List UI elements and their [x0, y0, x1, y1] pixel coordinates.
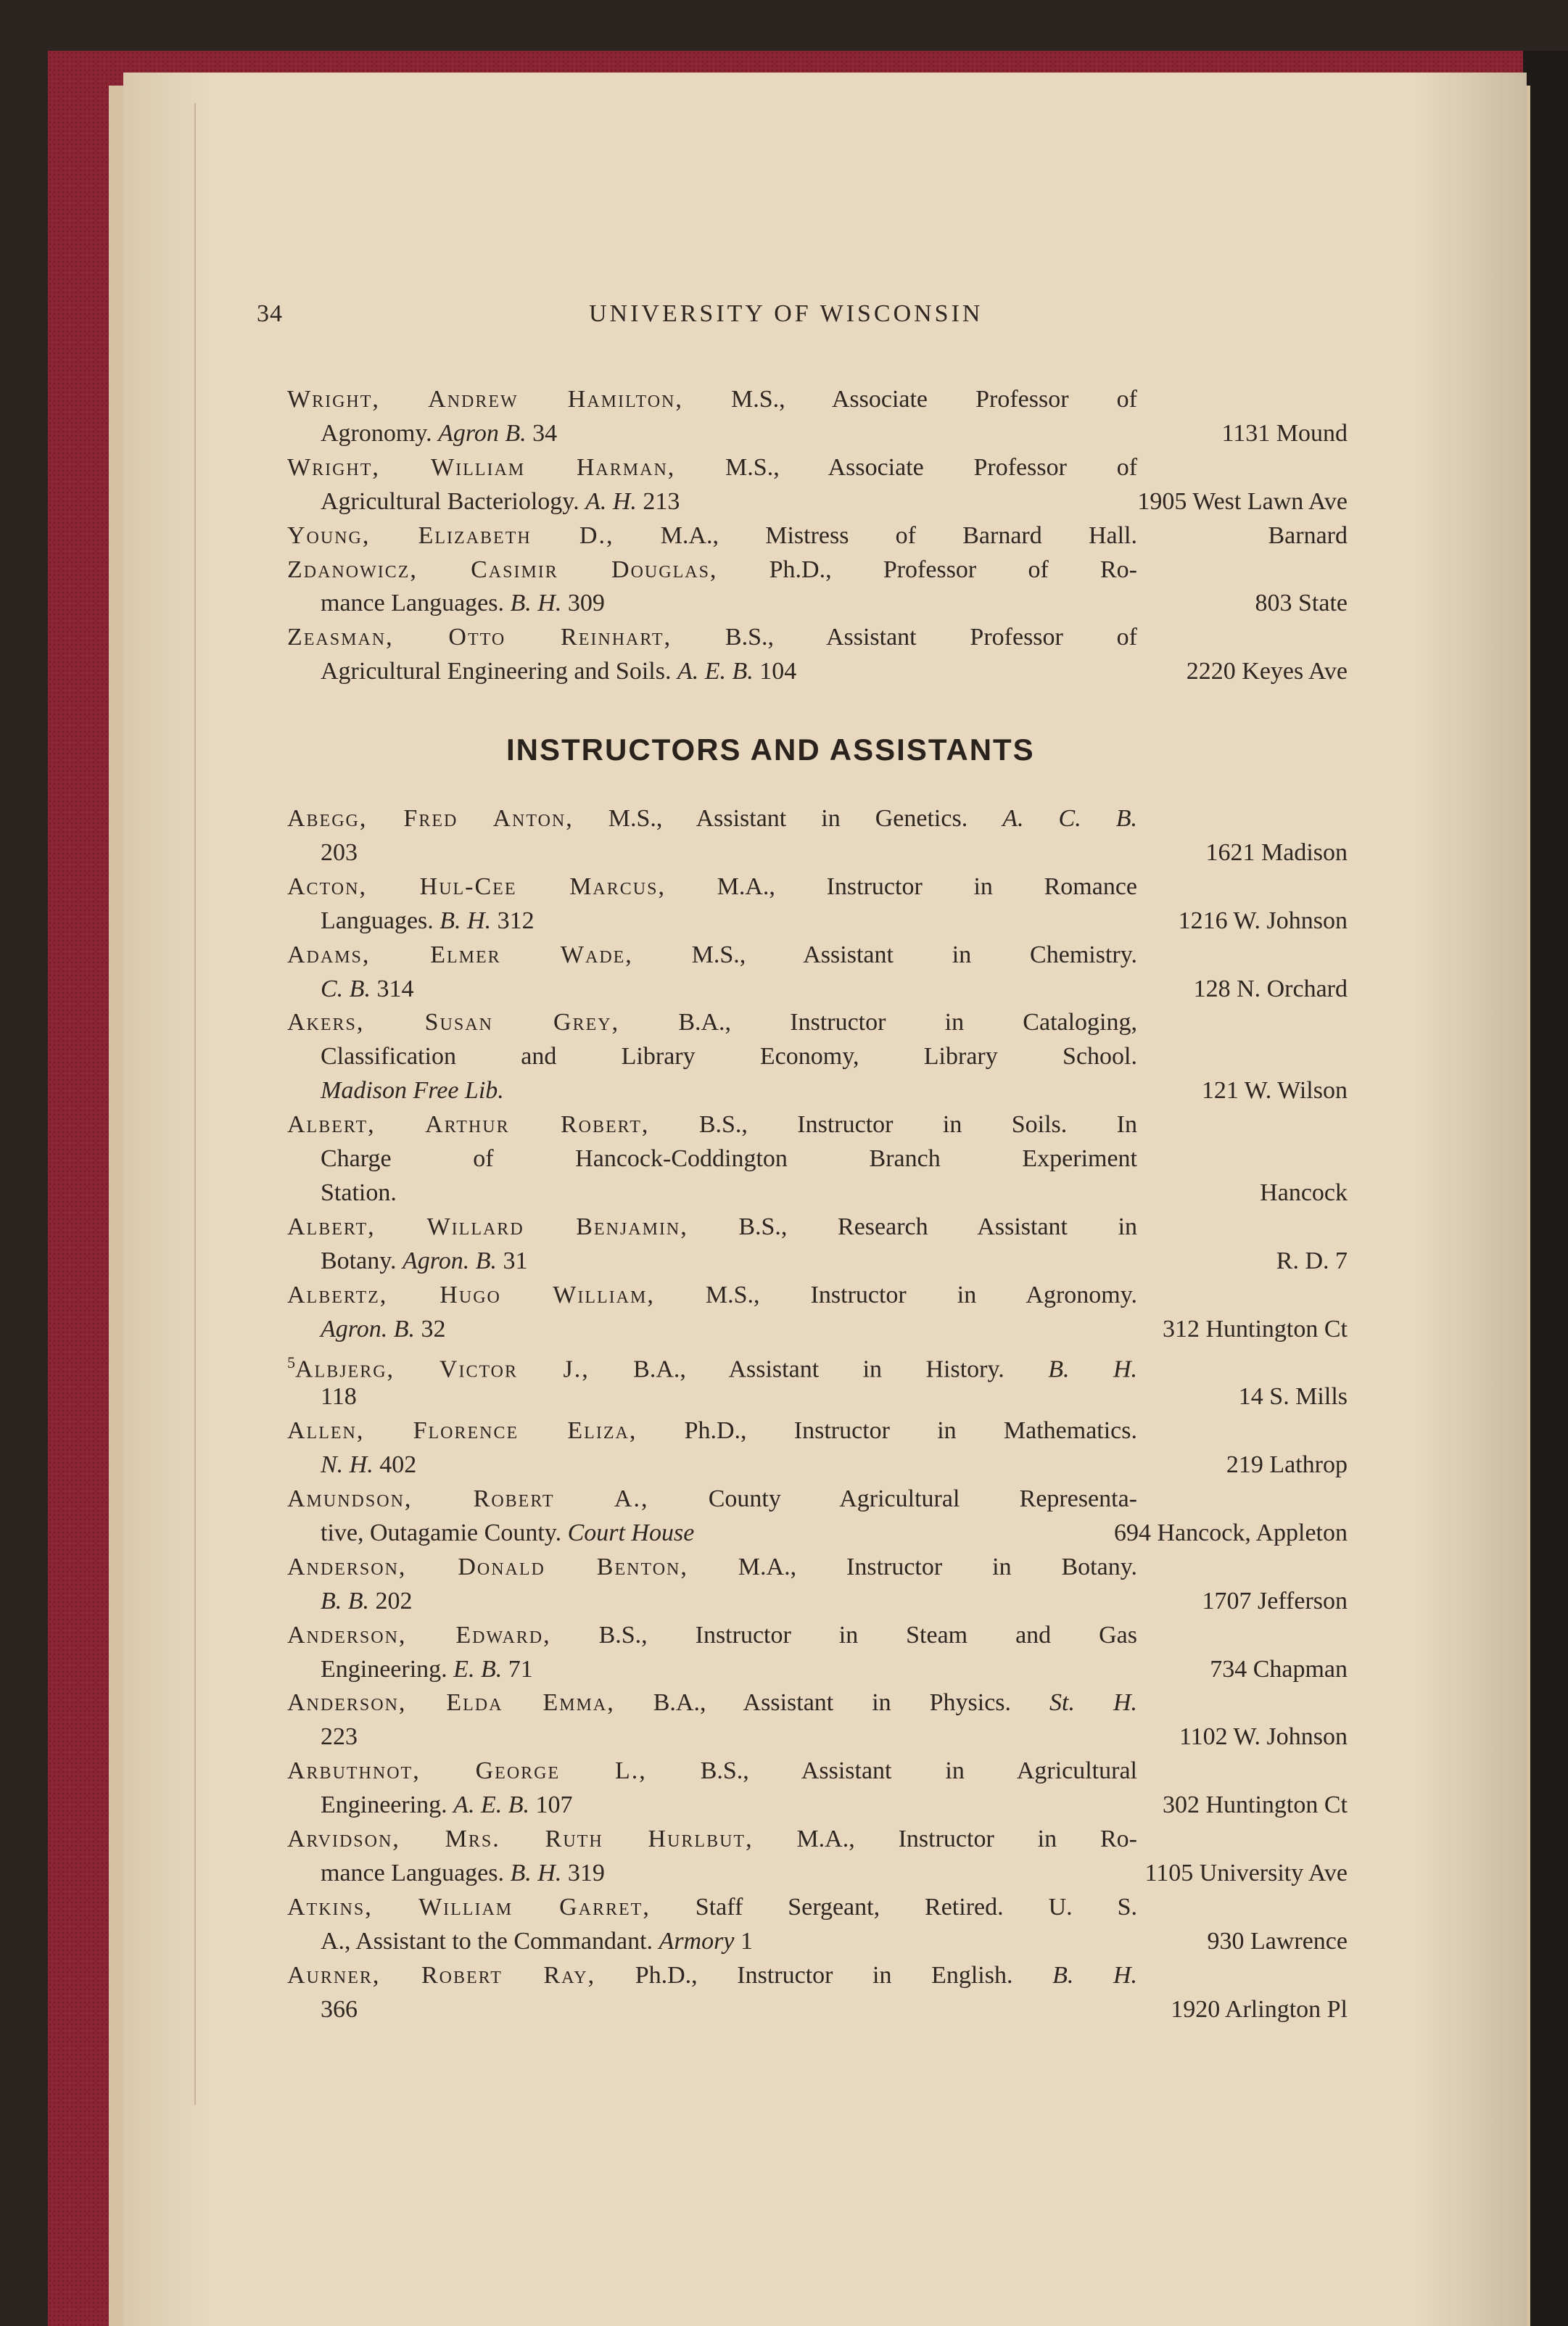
- street-address: 128 N. Orchard: [1193, 975, 1348, 1002]
- entry-first-line: [287, 1211, 1137, 1244]
- person-name: Albertz, Hugo William,: [287, 1281, 655, 1308]
- entry-description: M.S., Associate Professor of: [725, 453, 1138, 481]
- street-address: 14 S. Mills: [1238, 1383, 1348, 1411]
- street-address: 803 State: [1255, 590, 1348, 617]
- building-abbrev: B. H.: [1052, 1961, 1137, 1989]
- footnote-marker: 5: [287, 1353, 295, 1372]
- entry-description-cont: Agricultural Engineering and Soils.: [321, 658, 672, 685]
- room-number: 402: [379, 1451, 417, 1479]
- entry-description-cont: Languages.: [321, 907, 434, 934]
- room-number: 309: [567, 590, 605, 617]
- building-abbrev: B. B.: [321, 1587, 370, 1614]
- building-abbrev: Agron B.: [438, 419, 527, 447]
- entry-first-line: [287, 1551, 1137, 1584]
- entry-first-line: [287, 1686, 1137, 1720]
- entry-description: Ph.D., Instructor in Mathematics.: [684, 1417, 1137, 1445]
- entry-continuation-line: [321, 1040, 1137, 1073]
- person-name: Atkins, William Garret,: [287, 1893, 651, 1921]
- room-number: 1: [740, 1927, 753, 1955]
- street-address: 1105 University Ave: [1144, 1859, 1348, 1886]
- person-name: Wright, Andrew Hamilton,: [287, 386, 683, 413]
- entry-description-cont: Botany.: [321, 1247, 397, 1274]
- entry-description-cont: 203: [321, 838, 358, 866]
- building-abbrev: B. H.: [440, 907, 492, 934]
- entry-first-line: [287, 1619, 1137, 1652]
- entry-first-line: [287, 802, 1137, 836]
- running-head: UNIVERSITY OF WISCONSIN: [589, 300, 983, 327]
- entry-description: B.S., Instructor in Soils. In: [698, 1111, 1137, 1139]
- person-name: Albert, Arthur Robert,: [287, 1111, 650, 1139]
- entry-first-line: [287, 1891, 1137, 1924]
- entry-description: M.S., Instructor in Agronomy.: [705, 1281, 1137, 1308]
- street-address: 734 Chapman: [1210, 1655, 1348, 1683]
- building-abbrev: Court House: [567, 1519, 695, 1546]
- entry-first-line: [287, 1108, 1137, 1142]
- street-address: Barnard: [1268, 521, 1348, 549]
- street-address: 121 W. Wilson: [1201, 1077, 1348, 1105]
- entry-description: B.A., Assistant in History.: [633, 1356, 1004, 1383]
- street-address: 1707 Jefferson: [1202, 1587, 1348, 1614]
- person-name: Akers, Susan Grey,: [287, 1009, 620, 1036]
- person-name: Adams, Elmer Wade,: [287, 941, 633, 968]
- street-address: R. D. 7: [1276, 1247, 1348, 1274]
- entry-first-line: [287, 1346, 1138, 1383]
- entry-description: Ph.D., Instructor in English.: [635, 1961, 1013, 1989]
- building-abbrev: St. H.: [1049, 1689, 1138, 1717]
- building-abbrev: Agron. B.: [403, 1247, 498, 1274]
- person-name: Anderson, Donald Benton,: [287, 1553, 688, 1580]
- building-abbrev: Madison Free Lib.: [321, 1077, 504, 1105]
- street-address: 302 Huntington Ct: [1162, 1791, 1348, 1819]
- building-abbrev: Agron. B.: [321, 1315, 416, 1343]
- street-address: 219 Lathrop: [1226, 1451, 1348, 1479]
- room-number: 312: [497, 907, 535, 934]
- building-abbrev: B. H.: [510, 1859, 562, 1886]
- entry-description: M.S., Associate Professor of: [730, 386, 1137, 413]
- page-number: 34: [257, 300, 283, 327]
- building-abbrev: E. B.: [453, 1655, 503, 1683]
- entry-description-cont: Station.: [321, 1179, 397, 1206]
- entry-first-line: [287, 1823, 1137, 1856]
- entry-description-cont: Engineering.: [321, 1655, 447, 1683]
- entry-first-line: [287, 1482, 1137, 1516]
- room-number: 319: [567, 1859, 605, 1886]
- entry-first-line: [287, 451, 1137, 484]
- entry-first-line: [287, 1006, 1137, 1039]
- person-name: Albjerg, Victor J.,: [295, 1356, 590, 1383]
- entry-first-line: [287, 1414, 1137, 1448]
- entry-first-line: [287, 870, 1137, 904]
- person-name: Allen, Florence Eliza,: [287, 1417, 637, 1445]
- person-name: Arbuthnot, George L.,: [287, 1757, 647, 1785]
- entry-description: M.A., Mistress of Barnard Hall.: [660, 521, 1137, 549]
- street-address: 312 Huntington Ct: [1162, 1315, 1348, 1343]
- entry-description: B.S., Research Assistant in: [738, 1213, 1138, 1240]
- person-name: Albert, Willard Benjamin,: [287, 1213, 688, 1240]
- building-abbrev: B. H.: [1048, 1356, 1138, 1383]
- entry-description-cont: 223: [321, 1723, 358, 1751]
- entry-description: M.A., Instructor in Ro-: [796, 1826, 1137, 1852]
- building-abbrev: Armory: [659, 1927, 735, 1955]
- person-name: Anderson, Elda Emma,: [287, 1689, 615, 1717]
- entry-first-line: [287, 1279, 1137, 1312]
- room-number: 71: [508, 1655, 533, 1683]
- entry-description: County Agricultural Representa-: [708, 1485, 1138, 1512]
- room-number: 104: [759, 658, 797, 685]
- building-abbrev: A. H.: [585, 487, 637, 515]
- building-abbrev: C. B.: [321, 975, 371, 1002]
- room-number: 32: [421, 1315, 446, 1343]
- room-number: 34: [532, 419, 558, 447]
- entry-description-cont: Agronomy.: [321, 419, 432, 447]
- street-address: 2220 Keyes Ave: [1186, 658, 1348, 685]
- entry-description: Ph.D., Professor of Ro-: [769, 556, 1137, 583]
- street-address: 1905 West Lawn Ave: [1137, 487, 1348, 515]
- entry-description: B.A., Instructor in Cataloging,: [678, 1009, 1137, 1036]
- entry-first-line: [287, 1754, 1137, 1788]
- building-abbrev: N. H.: [321, 1451, 374, 1479]
- entry-first-line: [287, 383, 1137, 416]
- person-name: Zdanowicz, Casimir Douglas,: [287, 556, 718, 583]
- street-address: 1102 W. Johnson: [1179, 1723, 1348, 1751]
- room-number: 107: [535, 1791, 573, 1819]
- person-name: Arvidson, Mrs. Ruth Hurlbut,: [287, 1826, 754, 1852]
- room-number: 31: [503, 1247, 528, 1274]
- building-abbrev: A. C. B.: [1002, 805, 1138, 832]
- street-address: 1131 Mound: [1221, 419, 1348, 447]
- entry-description-cont: 366: [321, 1995, 358, 2023]
- entry-description-cont: Classification and Library Economy, Library School.: [321, 1043, 1137, 1071]
- entry-description: B.S., Assistant in Agricultural: [700, 1757, 1137, 1785]
- room-number: 314: [376, 975, 414, 1002]
- person-name: Amundson, Robert A.,: [287, 1485, 649, 1512]
- entry-description: M.A., Instructor in Romance: [717, 873, 1138, 900]
- entry-description: M.S., Assistant in Chemistry.: [691, 941, 1137, 968]
- room-number: 213: [643, 487, 680, 515]
- entry-continuation-line: [321, 1142, 1137, 1176]
- entry-description: M.S., Assistant in Genetics.: [608, 805, 968, 832]
- person-name: Abegg, Fred Anton,: [287, 805, 574, 832]
- entry-description-cont: Agricultural Bacteriology.: [321, 487, 579, 515]
- street-address: 1621 Madison: [1205, 838, 1348, 866]
- entry-description-cont: mance Languages.: [321, 1859, 504, 1886]
- entry-description-cont: mance Languages.: [321, 590, 504, 617]
- entry-description: M.A., Instructor in Botany.: [738, 1553, 1138, 1580]
- entry-first-line: [287, 553, 1137, 587]
- entry-description: B.S., Instructor in Steam and Gas: [598, 1621, 1137, 1649]
- building-abbrev: A. E. B.: [453, 1791, 529, 1819]
- room-number: 202: [375, 1587, 413, 1614]
- entry-first-line: [287, 1959, 1137, 1992]
- entry-description-cont: A., Assistant to the Commandant.: [321, 1927, 653, 1955]
- street-address: 1920 Arlington Pl: [1171, 1995, 1348, 2023]
- building-abbrev: A. E. B.: [677, 658, 754, 685]
- person-name: Zeasman, Otto Reinhart,: [287, 624, 672, 651]
- entry-description-cont: Engineering.: [321, 1791, 447, 1819]
- person-name: Young, Elizabeth D.,: [287, 521, 614, 549]
- person-name: Aurner, Robert Ray,: [287, 1961, 596, 1989]
- building-abbrev: B. H.: [510, 590, 562, 617]
- page-fold-line: [194, 103, 196, 2105]
- entry-description-cont: Charge of Hancock-Coddington Branch Experiment: [321, 1145, 1137, 1172]
- entry-description-cont: tive, Outagamie County.: [321, 1519, 562, 1546]
- entry-description: B.S., Assistant Professor of: [725, 624, 1138, 651]
- person-name: Anderson, Edward,: [287, 1621, 551, 1649]
- entry-first-line: [287, 939, 1137, 972]
- person-name: Acton, Hul-Cee Marcus,: [287, 873, 666, 900]
- street-address: 930 Lawrence: [1207, 1927, 1348, 1955]
- person-name: Wright, William Harman,: [287, 453, 676, 481]
- entry-description: B.A., Assistant in Physics.: [653, 1689, 1012, 1717]
- street-address: 1216 W. Johnson: [1178, 907, 1348, 934]
- entry-description-cont: 118: [321, 1383, 357, 1411]
- street-address: Hancock: [1260, 1179, 1348, 1206]
- entry-first-line: [287, 621, 1137, 654]
- street-address: 694 Hancock, Appleton: [1114, 1519, 1348, 1546]
- section-title: INSTRUCTORS AND ASSISTANTS: [506, 733, 1035, 767]
- entry-description: Staff Sergeant, Retired. U. S.: [695, 1893, 1137, 1921]
